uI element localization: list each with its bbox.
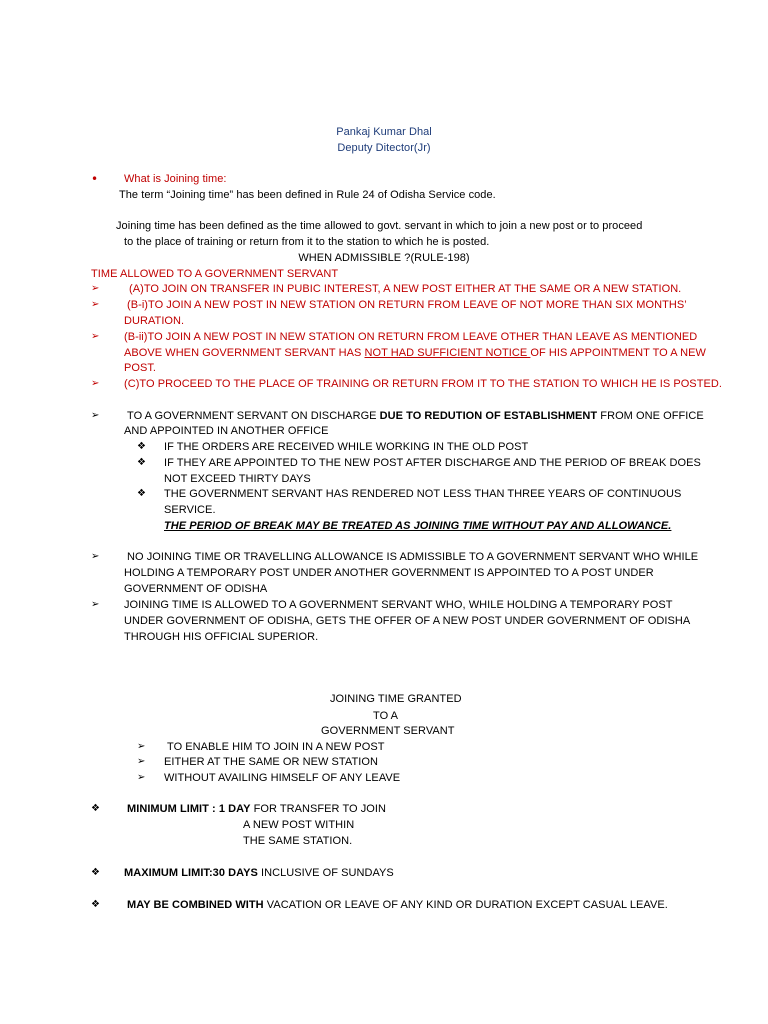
- arrow-marker: ➢: [91, 378, 100, 389]
- minimum-limit-line3: THE SAME STATION.: [243, 835, 353, 847]
- discharge-text-a: TO A GOVERNMENT SERVANT ON DISCHARGE: [127, 410, 380, 422]
- arrow-marker: ➢: [137, 772, 146, 783]
- arrow-marker: ➢: [91, 331, 100, 342]
- arrow-marker: ➢: [91, 283, 100, 294]
- discharge-line1: [127, 409, 704, 423]
- discharge-line2: AND APPOINTED IN ANOTHER OFFICE: [124, 425, 329, 437]
- temporary-p2-line1: JOINING TIME IS ALLOWED TO A GOVERNMENT SERVANT WHO, WHILE HOLDING A TEMPORARY POST: [124, 599, 673, 611]
- temporary-p1-line2: HOLDING A TEMPORARY POST UNDER ANOTHER GOVERNMENT IS APPOINTED TO A POST UNDER: [124, 567, 654, 579]
- bullet-marker: •: [91, 172, 99, 186]
- author-designation: Deputy Ditector(Jr): [337, 142, 431, 154]
- arrow-marker: ➢: [137, 756, 146, 767]
- condition-2-line2: NOT EXCEED THIRTY DAYS: [164, 473, 311, 485]
- temporary-p2-line2: UNDER GOVERNMENT OF ODISHA, GETS THE OFFER OF A NEW POST UNDER GOVERNMENT OF ODISHA: [124, 615, 691, 627]
- temporary-p1-line3: GOVERNMENT OF ODISHA: [124, 583, 268, 595]
- joining-time-heading: What is Joining time:: [124, 173, 227, 185]
- arrow-marker: ➢: [91, 599, 100, 610]
- minimum-limit-line2: A NEW POST WITHIN: [243, 819, 355, 831]
- allowed-item-bii-line1: (B-ii)TO JOIN A NEW POST IN NEW STATION ON RETURN FROM LEAVE OTHER THAN LEAVE AS MENTIONED: [124, 331, 698, 343]
- granted-item: TO ENABLE HIM TO JOIN IN A NEW POST: [167, 741, 385, 753]
- minimum-limit-text: FOR TRANSFER TO JOIN: [250, 803, 386, 815]
- diamond-marker: ❖: [91, 803, 100, 814]
- definition-para-line2: to the place of training or return from it to the station to which he is posted.: [124, 236, 490, 248]
- discharge-text-c: FROM ONE OFFICE: [597, 410, 704, 422]
- allowed-item-a: (A)TO JOIN ON TRANSFER IN PUBIC INTEREST, A NEW POST EITHER AT THE SAME OR A NEW STATION.: [129, 283, 682, 295]
- allowed-item-bii-line3: POST.: [124, 362, 157, 374]
- temporary-p1-line1: NO JOINING TIME OR TRAVELLING ALLOWANCE IS ADMISSIBLE TO A GOVERNMENT SERVANT WHO WHILE: [127, 551, 699, 563]
- arrow-marker: ➢: [91, 299, 100, 310]
- maximum-limit-text: INCLUSIVE OF SUNDAYS: [257, 867, 394, 879]
- maximum-limit-line: [124, 866, 394, 880]
- allowed-item-bi-line2: DURATION.: [124, 315, 185, 327]
- combination-text: VACATION OR LEAVE OF ANY KIND OR DURATION EXCEPT CASUAL LEAVE.: [263, 899, 668, 911]
- arrow-marker: ➢: [137, 741, 146, 752]
- combination-label: MAY BE COMBINED WITH: [127, 899, 264, 911]
- when-admissible-heading: WHEN ADMISSIBLE ?(RULE-198): [298, 252, 470, 264]
- definition-line: The term “Joining time” has been defined in Rule 24 of Odisha Service code.: [119, 189, 496, 201]
- granted-heading-line3: GOVERNMENT SERVANT: [321, 725, 455, 737]
- diamond-marker: ❖: [137, 441, 146, 452]
- condition-3-line2: SERVICE.: [164, 504, 216, 516]
- arrow-marker: ➢: [91, 551, 100, 562]
- condition-3-line1: THE GOVERNMENT SERVANT HAS RENDERED NOT LESS THAN THREE YEARS OF CONTINUOUS: [164, 488, 682, 500]
- maximum-limit-label: MAXIMUM LIMIT:30 DAYS: [124, 867, 258, 879]
- condition-2-line1: IF THEY ARE APPOINTED TO THE NEW POST AFTER DISCHARGE AND THE PERIOD OF BREAK DOES: [164, 457, 701, 469]
- bii-text-underlined: NOT HAD SUFFICIENT NOTICE: [364, 347, 531, 359]
- allowed-item-c: (C)TO PROCEED TO THE PLACE OF TRAINING OR RETURN FROM IT TO THE STATION TO WHICH HE IS POSTED.: [124, 378, 722, 390]
- arrow-marker: ➢: [91, 410, 100, 421]
- combination-line: [127, 898, 668, 912]
- temporary-p2-line3: THROUGH HIS OFFICIAL SUPERIOR.: [124, 631, 319, 643]
- diamond-marker: ❖: [91, 899, 100, 910]
- allowed-item-bii-line2: [124, 346, 706, 360]
- bii-text-b: OF HIS APPOINTMENT TO A NEW: [530, 347, 706, 359]
- condition-1: IF THE ORDERS ARE RECEIVED WHILE WORKING IN THE OLD POST: [164, 441, 529, 453]
- definition-para-line1: Joining time has been defined as the time allowed to govt. servant in which to join a new post or to proceed: [116, 220, 643, 232]
- diamond-marker: ❖: [137, 488, 146, 499]
- granted-item: EITHER AT THE SAME OR NEW STATION: [164, 756, 378, 768]
- allowed-item-bi-line1: (B-i)TO JOIN A NEW POST IN NEW STATION ON RETURN FROM LEAVE OF NOT MORE THAN SIX MONTHS’: [127, 299, 687, 311]
- granted-heading-line1: JOINING TIME GRANTED: [330, 693, 462, 705]
- diamond-marker: ❖: [137, 457, 146, 468]
- time-allowed-heading: TIME ALLOWED TO A GOVERNMENT SERVANT: [91, 268, 339, 280]
- author-name: Pankaj Kumar Dhal: [336, 126, 432, 138]
- minimum-limit-line1: [127, 802, 386, 816]
- discharge-text-bold: DUE TO REDUTION OF ESTABLISHMENT: [379, 410, 598, 422]
- granted-item: WITHOUT AVAILING HIMSELF OF ANY LEAVE: [164, 772, 401, 784]
- minimum-limit-label: MINIMUM LIMIT : 1 DAY: [127, 803, 251, 815]
- bii-text-a: ABOVE WHEN GOVERNMENT SERVANT HAS: [124, 347, 365, 359]
- granted-heading-line2: TO A: [373, 710, 399, 722]
- break-period-note: THE PERIOD OF BREAK MAY BE TREATED AS JOINING TIME WITHOUT PAY AND ALLOWANCE.: [164, 520, 672, 532]
- diamond-marker: ❖: [91, 867, 100, 878]
